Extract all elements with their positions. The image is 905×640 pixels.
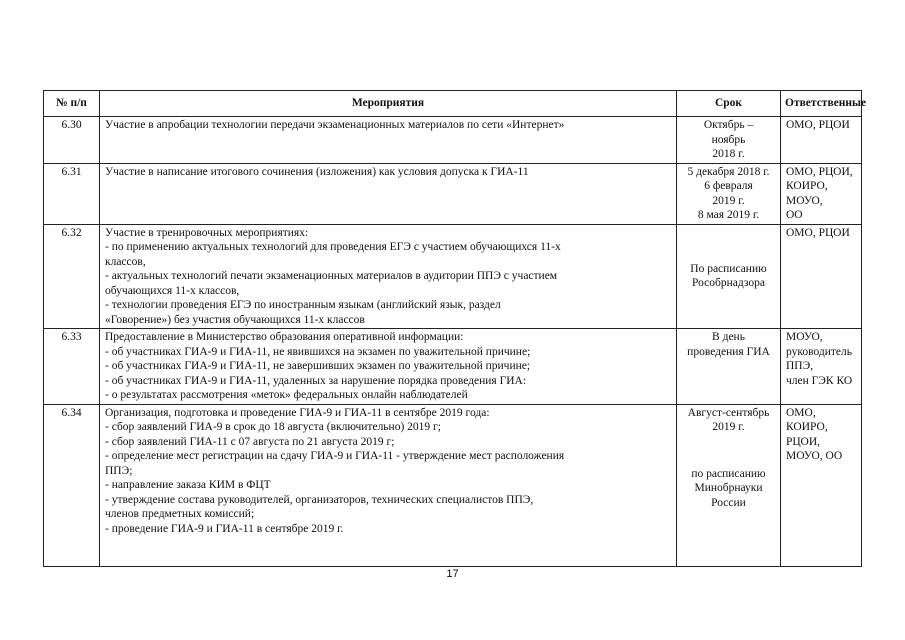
term-line: Октябрь – bbox=[703, 119, 754, 131]
row-responsible bbox=[781, 224, 862, 329]
row-responsible bbox=[781, 117, 862, 164]
row-responsible bbox=[781, 404, 862, 566]
responsible-line: ОМО, КОИРО, bbox=[786, 406, 828, 433]
event-line: - утверждение состава руководителей, организаторов, технических специалистов ППЭ, bbox=[105, 493, 534, 506]
event-line: - актуальных технологий печати экзаменационных материалов в аудитории ППЭ с участием bbox=[105, 270, 558, 282]
term-line: 8 мая 2019 г. bbox=[697, 209, 760, 221]
term-line: По расписанию bbox=[690, 262, 767, 275]
event-line: - определение мест регистрации на сдачу ГИА-9 и ГИА-11 - утверждение мест расположения bbox=[105, 450, 565, 462]
term-line: по расписанию bbox=[691, 467, 766, 480]
responsible-line: КОИРО, МОУО, bbox=[786, 180, 828, 207]
term-line: проведения ГИА bbox=[687, 345, 770, 358]
responsible-line: МОУО, bbox=[786, 331, 823, 343]
row-event bbox=[100, 329, 677, 405]
event-line: - сбор заявлений ГИА-9 в срок до 18 августа (включительно) 2019 г; bbox=[105, 421, 441, 433]
event-line: - по применению актуальных технологий для проведения ЕГЭ с участием обучающихся 11-х bbox=[105, 241, 561, 253]
event-line: Участие в апробации технологии передачи экзаменационных материалов по сети «Интернет» bbox=[105, 119, 565, 131]
table-row bbox=[44, 163, 862, 224]
responsible-line: руководитель ППЭ, bbox=[786, 345, 852, 372]
responsible-line: РЦОИ, МОУО, ОО bbox=[786, 435, 843, 462]
responsible-line: член ГЭК КО bbox=[786, 374, 853, 387]
header-num: № п/п bbox=[44, 91, 100, 117]
responsible-line: ОО bbox=[786, 209, 803, 221]
event-line: «Говорение») без участия обучающихся 11-х классов bbox=[105, 313, 365, 326]
header-term: Срок bbox=[677, 91, 781, 117]
row-term bbox=[677, 224, 781, 329]
row-term bbox=[677, 163, 781, 224]
row-event bbox=[100, 163, 677, 224]
table-row bbox=[44, 329, 862, 405]
event-line: - о результатах рассмотрения «меток» федеральных онлайн наблюдателей bbox=[105, 389, 468, 401]
event-line: Предоставление в Министерство образования оперативной информации: bbox=[105, 331, 464, 343]
term-line: Рособрнадзора bbox=[692, 277, 765, 290]
event-line: членов предметных комиссий; bbox=[105, 508, 255, 520]
term-line: России bbox=[711, 496, 746, 509]
event-line: - технологии проведения ЕГЭ по иностранным языкам (английский язык, раздел bbox=[105, 299, 501, 311]
event-line: - об участниках ГИА-9 и ГИА-11, не завершивших экзамен по уважительной причине; bbox=[105, 360, 531, 372]
event-line: Участие в написание итогового сочинения (изложения) как условия допуска к ГИА-11 bbox=[105, 165, 529, 178]
header-event: Мероприятия bbox=[100, 91, 677, 117]
row-term bbox=[677, 117, 781, 164]
page-number: 17 bbox=[446, 568, 459, 580]
term-line: В день bbox=[712, 331, 745, 343]
term-line: Минобрнауки bbox=[694, 482, 763, 494]
event-line: классов, bbox=[105, 255, 146, 268]
table-row bbox=[44, 117, 862, 164]
event-line: - сбор заявлений ГИА-11 с 07 августа по 21 августа 2019 г; bbox=[105, 435, 395, 448]
table-row bbox=[44, 404, 862, 566]
event-line: - об участниках ГИА-9 и ГИА-11, удаленных за нарушение порядка проведения ГИА: bbox=[105, 374, 527, 387]
table-row bbox=[44, 224, 862, 329]
row-event bbox=[100, 117, 677, 164]
row-num: 6.34 bbox=[44, 404, 100, 566]
row-num: 6.31 bbox=[44, 163, 100, 224]
event-line: Участие в тренировочных мероприятиях: bbox=[105, 226, 309, 239]
header-responsible: Ответственные bbox=[781, 91, 862, 117]
event-line: - об участниках ГИА-9 и ГИА-11, не явившихся на экзамен по уважительной причине; bbox=[105, 345, 531, 358]
term-line: 2018 г. bbox=[712, 148, 745, 160]
row-event bbox=[100, 404, 677, 566]
term-line: 6 февраля bbox=[704, 180, 753, 192]
responsible-line: ОМО, РЦОИ bbox=[786, 226, 850, 239]
row-event bbox=[100, 224, 677, 329]
row-responsible bbox=[781, 163, 862, 224]
event-line: - направление заказа КИМ в ФЦТ bbox=[105, 479, 271, 491]
events-table bbox=[43, 90, 867, 567]
term-line: 5 декабря 2018 г. bbox=[687, 165, 770, 178]
responsible-line: ОМО, РЦОИ, bbox=[786, 165, 853, 178]
event-line: ППЭ; bbox=[105, 464, 133, 477]
term-line: 2019 г. bbox=[712, 421, 745, 433]
term-line: Август-сентябрь bbox=[687, 406, 770, 419]
row-num: 6.30 bbox=[44, 117, 100, 164]
event-line: Организация, подготовка и проведение ГИА-9 и ГИА-11 в сентябре 2019 года: bbox=[105, 406, 490, 419]
term-line: ноябрь bbox=[711, 133, 746, 146]
event-line: - проведение ГИА-9 и ГИА-11 в сентябре 2019 г. bbox=[105, 522, 344, 535]
row-num: 6.32 bbox=[44, 224, 100, 329]
row-term bbox=[677, 404, 781, 566]
row-num: 6.33 bbox=[44, 329, 100, 405]
table-header-row bbox=[44, 91, 862, 117]
event-line: обучающихся 11-х классов, bbox=[105, 284, 240, 297]
responsible-line: ОМО, РЦОИ bbox=[786, 119, 850, 131]
row-responsible bbox=[781, 329, 862, 405]
row-term bbox=[677, 329, 781, 405]
term-line: 2019 г. bbox=[712, 194, 745, 207]
